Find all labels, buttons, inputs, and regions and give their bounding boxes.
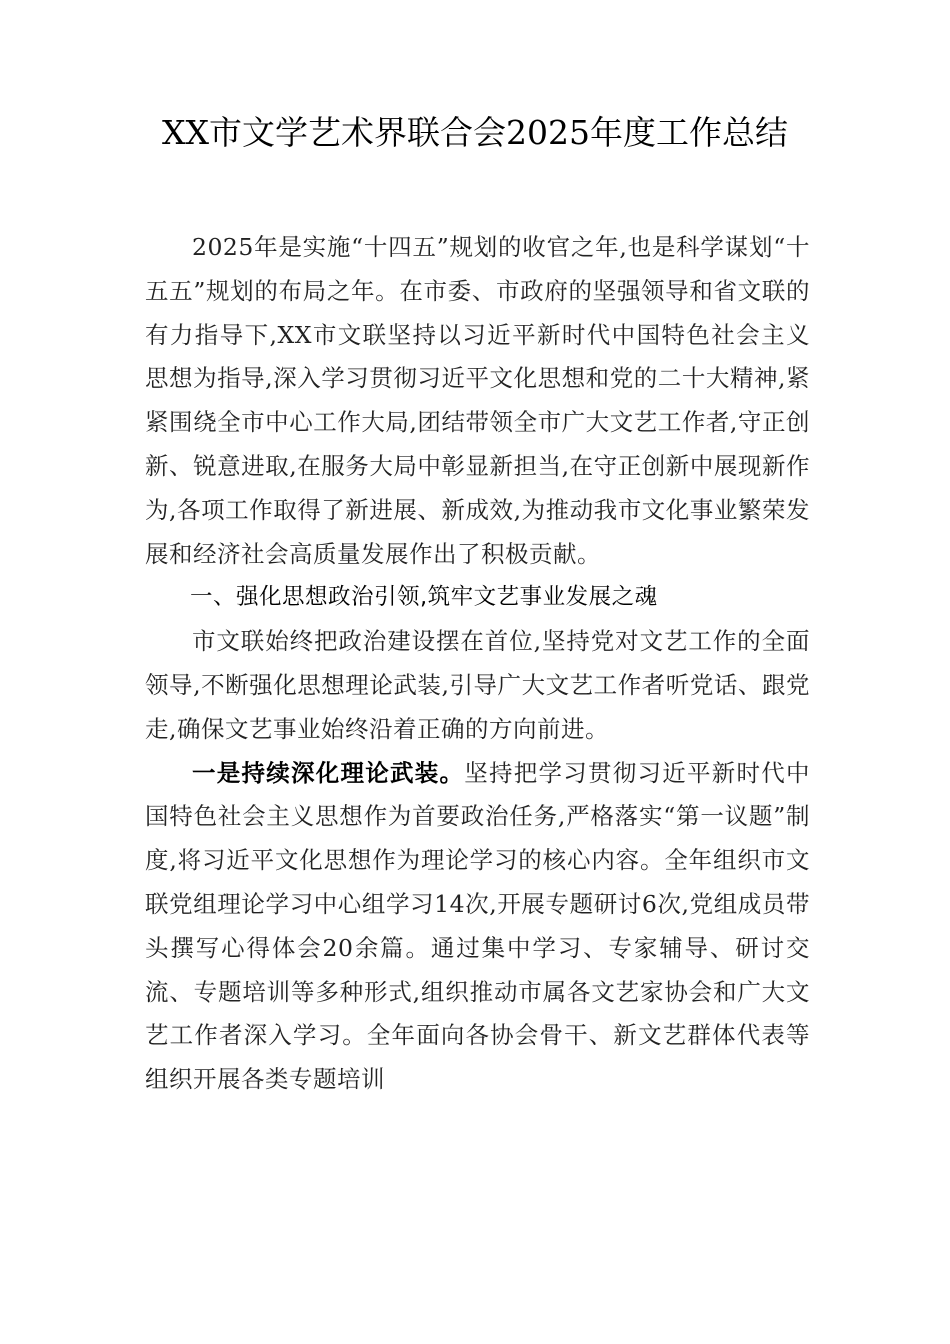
- item-lead: 一是持续深化理论武装。: [192, 758, 465, 787]
- document-title: XX市文学艺术界联合会2025年度工作总结: [162, 113, 788, 152]
- section-paragraph: 市文联始终把政治建设摆在首位,坚持党对文艺工作的全面领导,不断强化思想理论武装,引导广大文艺工作者听党话、跟党走,确保文艺事业始终沿着正确的方向前进。: [145, 627, 810, 743]
- item-paragraph: [145, 752, 810, 1102]
- document-body: [145, 226, 810, 1102]
- intro-paragraph: 2025年是实施“十四五”规划的收官之年,也是科学谋划“十五五”规划的布局之年。在市委、市政府的坚强领导和省文联的有力指导下,XX市文联坚持以习近平新时代中国特色社会主义思想为指导,深入学习贯彻习近平文化思想和党的二十大精神,紧紧围绕全市中心工作大局,团结带领全市广大文艺工作者,守正创新、锐意进取,在服务大局中彰显新担当,在守正创新中展现新作为,各项工作取得了新进展、新成效,为推动我市文化事业繁荣发展和经济社会高质量发展作出了积极贡献。: [145, 233, 810, 568]
- section-heading: 一、强化思想政治引领,筑牢文艺事业发展之魂: [190, 584, 658, 611]
- item-body: 坚持把学习贯彻习近平新时代中国特色社会主义思想作为首要政治任务,严格落实“第一议题”制度,将习近平文化思想作为理论学习的核心内容。全年组织市文联党组理论学习中心组学习14次,开展专题研讨6次,党组成员带头撰写心得体会20余篇。通过集中学习、专家辅导、研讨交流、专题培训等多种形式,组织推动市属各文艺家协会和广大文艺工作者深入学习。全年面向各协会骨干、新文艺群体代表等组织开展各类专题培训: [145, 758, 810, 1094]
